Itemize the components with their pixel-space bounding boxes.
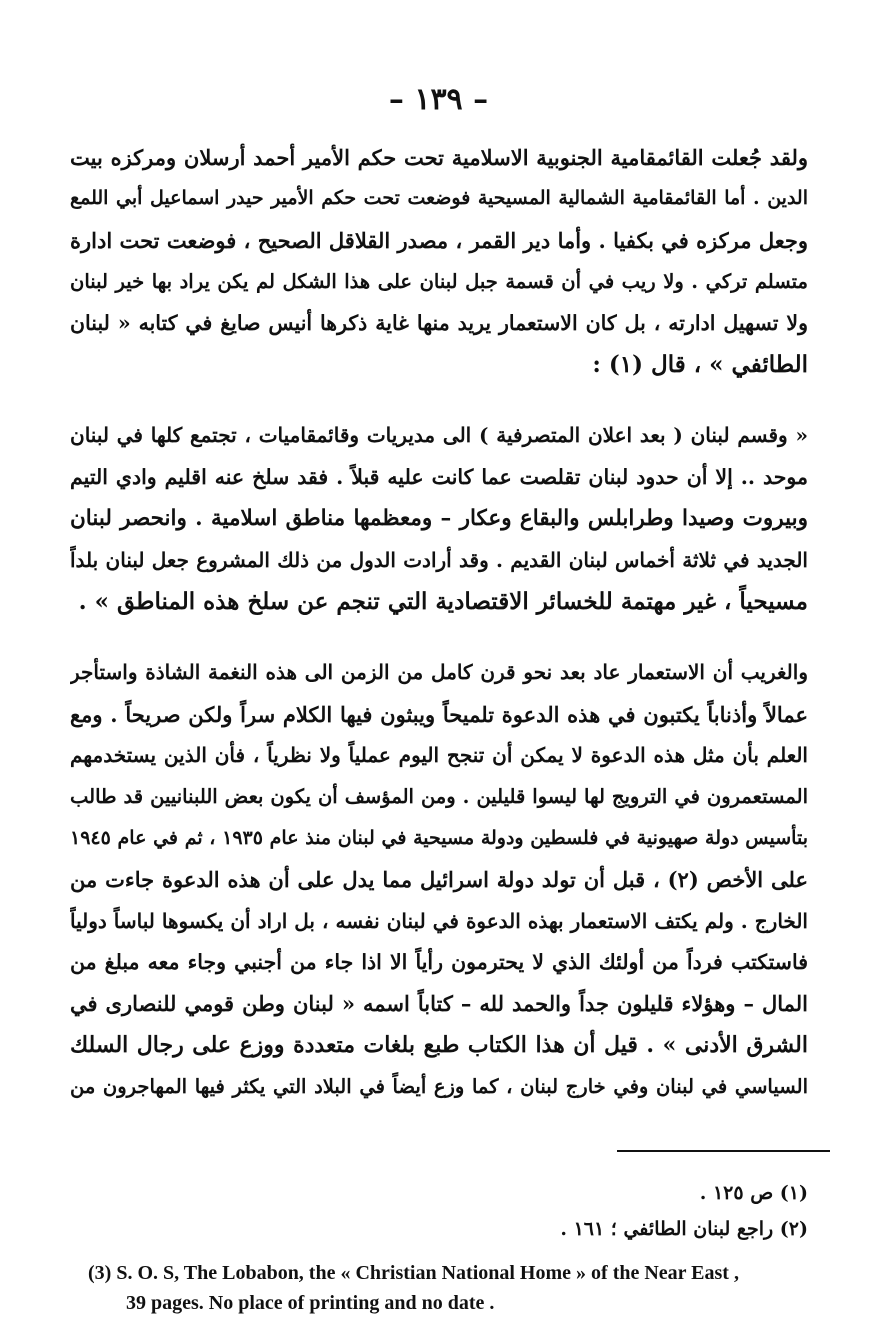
- text-line: الطائفي » ، قال (١) :: [592, 350, 808, 378]
- text-line: العلم بأن مثل هذه الدعوة لا يمكن أن تنجح اليوم عملياً ولا نظرياً ، فأن الذين يستخدمهم: [70, 743, 808, 768]
- text-line: ولا تسهيل ادارته ، بل كان الاستعمار يريد منها غاية ذكرها أنيس صايغ في كتابه « لبنان: [70, 310, 808, 335]
- text-line: متسلم تركي . ولا ريب في أن قسمة جبل لبنان على هذا الشكل لم يكن يراد بها خير لبنان: [70, 270, 808, 294]
- footnotes-arabic: [70, 1175, 808, 1247]
- paragraph-gap: [70, 385, 808, 415]
- footnote-3-line-1: (3) S. O. S, The Lobabon, the « Christian National Home » of the Near East ,: [88, 1262, 739, 1284]
- text-line: الدين . أما القائمقامية الشمالية المسيحية فوضعت تحت حكم الأمير حيدر اسماعيل أبي اللمع: [70, 187, 808, 210]
- text-line: مسيحياً ، غير مهتمة للخسائر الاقتصادية التي تنجم عن سلخ هذه المناطق » .: [78, 587, 808, 615]
- paragraph-3: [70, 652, 808, 1107]
- text-line: عمالاً وأذناباً يكتبون في هذه الدعوة تلميحاً ويبثون فيها الكلام سراً ولكن صريحاً . ومع: [70, 701, 808, 727]
- footnote-divider: [617, 1150, 830, 1152]
- text-line: وجعل مركزه في بكفيا . وأما دير القمر ، مصدر القلاقل الصحيح ، فوضعت تحت ادارة: [70, 227, 808, 253]
- text-line: الخارج . ولم يكتف الاستعمار بهذه الدعوة في لبنان نفسه ، بل اراد أن يكسوها لباساً دولياً: [70, 908, 808, 933]
- text-line: على الأخص (٢) ، قبل أن تولد دولة اسرائيل مما يدل على أن هذه الدعوة جاءت من: [70, 867, 808, 893]
- page-number: – ١٣٩ –: [388, 82, 489, 117]
- text-line: والغريب أن الاستعمار عاد بعد نحو قرن كامل من الزمن الى هذه النغمة الشاذة واستأجر: [70, 660, 808, 685]
- footnote-1: (١) ص ١٢٥ .: [699, 1182, 808, 1204]
- text-line: فاستكتب فرداً من أولئك الذي لا يحترمون رأياً الا اذا جاء من أجنبي وجاء معه مبلغ من: [70, 950, 808, 975]
- text-line: السياسي في لبنان وفي خارج لبنان ، كما وزع أيضاً في البلاد التي يكثر فيها المهاجرون من: [70, 1075, 808, 1099]
- text-line: المال – وهؤلاء قليلون جداً والحمد لله – كتاباً اسمه « لبنان وطن قومي للنصارى في: [70, 991, 808, 1017]
- footnote-3-english: [88, 1258, 838, 1318]
- text-line: ولقد جُعلت القائمقامية الجنوبية الاسلامية تحت حكم الأمير أحمد أرسلان ومركزه بيت: [70, 145, 808, 170]
- footnote-2: (٢) راجع لبنان الطائفي ؛ ١٦١ .: [560, 1218, 808, 1240]
- paragraph-1: [70, 137, 808, 385]
- text-line: وبيروت وصيدا وطرابلس والبقاع وعكار – ومعظمها مناطق اسلامية . وانحصر لبنان: [70, 506, 808, 532]
- footnote-3-line-2: 39 pages. No place of printing and no date .: [126, 1292, 495, 1314]
- body-text: [70, 137, 808, 1108]
- text-line: « وقسم لبنان ( بعد اعلان المتصرفية ) الى مديريات وقائمقاميات ، تجتمع كلها في لبنان: [70, 423, 808, 448]
- text-line: المستعمرون في الترويج لها ليسوا قليلين . ومن المؤسف أن يكون بعض اللبنانيين قد طالب: [70, 785, 808, 809]
- paragraph-gap: [70, 622, 808, 652]
- text-line: بتأسيس دولة صهيونية في فلسطين ودولة مسيحية في لبنان منذ عام ١٩٣٥ ، ثم في عام ١٩٤٥: [70, 826, 808, 849]
- paragraph-2-quote: [70, 415, 808, 622]
- text-line: الشرق الأدنى » . قيل أن هذا الكتاب طبع بلغات متعددة ووزع على رجال السلك: [70, 1031, 808, 1058]
- text-line: الجديد في ثلاثة أخماس لبنان القديم . وقد أرادت الدول من ذلك المشروع جعل لبنان بلداً: [70, 547, 808, 572]
- text-line: موحد .. إلا أن حدود لبنان تقلصت عما كانت عليه قبلاً . فقد سلخ عنه اقليم وادي التيم: [70, 464, 808, 489]
